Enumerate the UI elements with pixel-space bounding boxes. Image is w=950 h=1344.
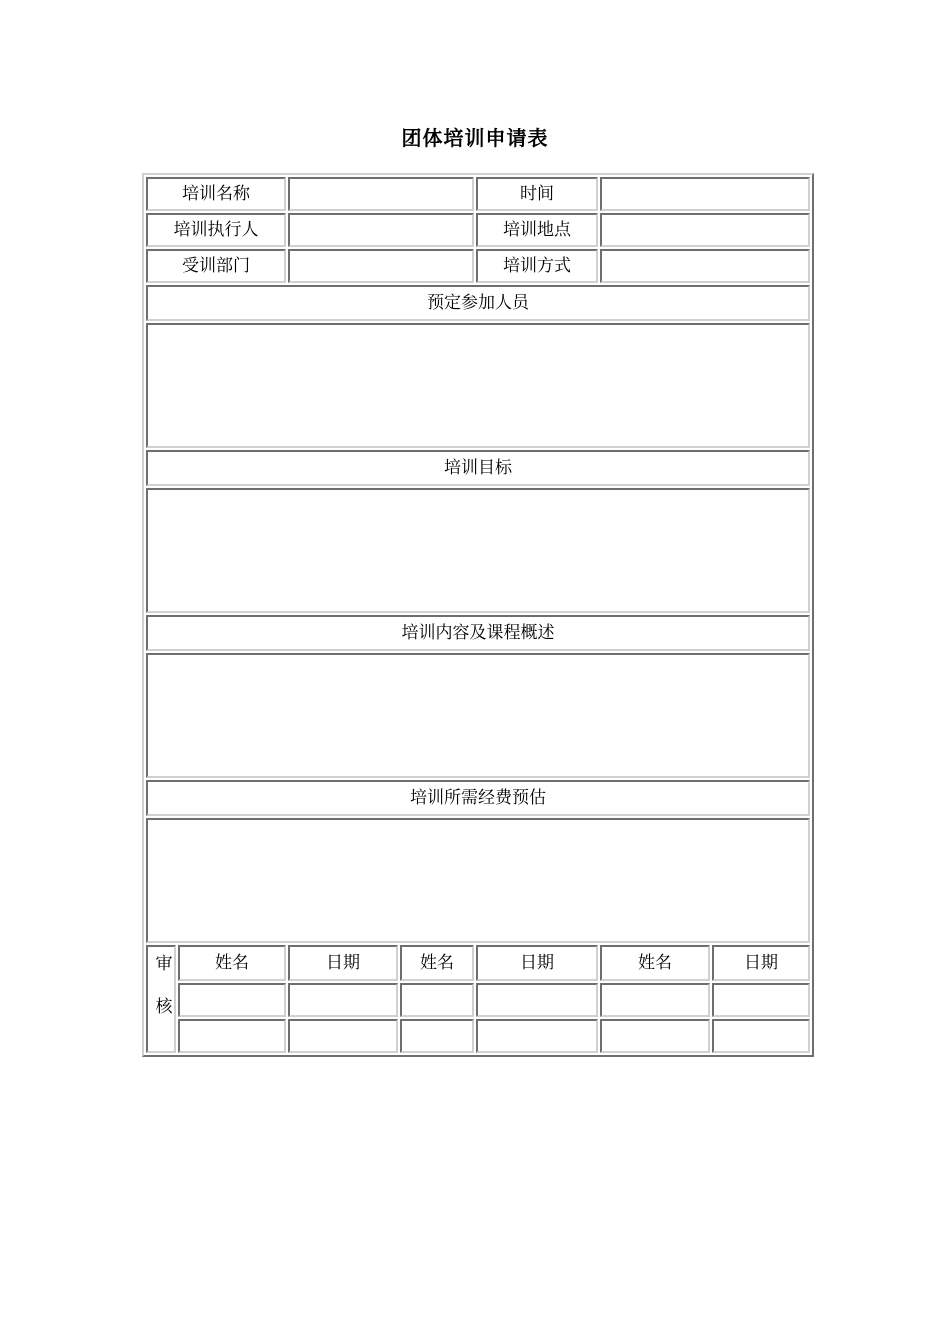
time-field[interactable] bbox=[600, 177, 810, 211]
section-header-course-overview: 培训内容及课程概述 bbox=[146, 615, 810, 651]
executor-label: 培训执行人 bbox=[146, 213, 286, 247]
audit-date-field[interactable] bbox=[712, 1019, 810, 1053]
audit-column-name: 姓名 bbox=[178, 945, 286, 981]
audit-column-name: 姓名 bbox=[400, 945, 474, 981]
audit-date-field[interactable] bbox=[476, 1019, 598, 1053]
audit-column-name: 姓名 bbox=[600, 945, 710, 981]
audit-column-date: 日期 bbox=[712, 945, 810, 981]
audit-column-date: 日期 bbox=[288, 945, 398, 981]
info-row-training-name bbox=[146, 177, 810, 211]
training-name-label: 培训名称 bbox=[146, 177, 286, 211]
audit-name-field[interactable] bbox=[600, 1019, 710, 1053]
section-content-row bbox=[146, 653, 810, 778]
audit-name-field[interactable] bbox=[400, 983, 474, 1017]
section-header-budget: 培训所需经费预估 bbox=[146, 780, 810, 816]
section-header-row bbox=[146, 285, 810, 321]
audit-name-field[interactable] bbox=[600, 983, 710, 1017]
audit-name-field[interactable] bbox=[400, 1019, 474, 1053]
executor-field[interactable] bbox=[288, 213, 474, 247]
info-row-executor bbox=[146, 213, 810, 247]
department-field[interactable] bbox=[288, 249, 474, 283]
audit-name-field[interactable] bbox=[178, 983, 286, 1017]
info-row-department bbox=[146, 249, 810, 283]
training-name-field[interactable] bbox=[288, 177, 474, 211]
audit-row bbox=[146, 983, 810, 1017]
page-title: 团体培训申请表 bbox=[401, 126, 549, 150]
audit-date-field[interactable] bbox=[712, 983, 810, 1017]
section-content-row bbox=[146, 323, 810, 448]
method-label: 培训方式 bbox=[476, 249, 598, 283]
section-header-row bbox=[146, 780, 810, 816]
method-field[interactable] bbox=[600, 249, 810, 283]
section-header-row bbox=[146, 450, 810, 486]
section-header-participants: 预定参加人员 bbox=[146, 285, 810, 321]
goals-content-field[interactable] bbox=[146, 488, 810, 613]
training-application-form bbox=[142, 173, 814, 1057]
budget-content-field[interactable] bbox=[146, 818, 810, 943]
audit-name-field[interactable] bbox=[178, 1019, 286, 1053]
location-label: 培训地点 bbox=[476, 213, 598, 247]
audit-row bbox=[146, 1019, 810, 1053]
audit-header-row bbox=[146, 945, 810, 981]
section-header-row bbox=[146, 615, 810, 651]
section-header-goals: 培训目标 bbox=[146, 450, 810, 486]
participants-content-field[interactable] bbox=[146, 323, 810, 448]
audit-date-field[interactable] bbox=[288, 983, 398, 1017]
audit-date-field[interactable] bbox=[476, 983, 598, 1017]
audit-label-cell bbox=[146, 945, 176, 1053]
time-label: 时间 bbox=[476, 177, 598, 211]
audit-date-field[interactable] bbox=[288, 1019, 398, 1053]
location-field[interactable] bbox=[600, 213, 810, 247]
audit-label: 审核 bbox=[151, 954, 172, 1040]
audit-column-date: 日期 bbox=[476, 945, 598, 981]
section-content-row bbox=[146, 488, 810, 613]
section-content-row bbox=[146, 818, 810, 943]
course-overview-content-field[interactable] bbox=[146, 653, 810, 778]
department-label: 受训部门 bbox=[146, 249, 286, 283]
